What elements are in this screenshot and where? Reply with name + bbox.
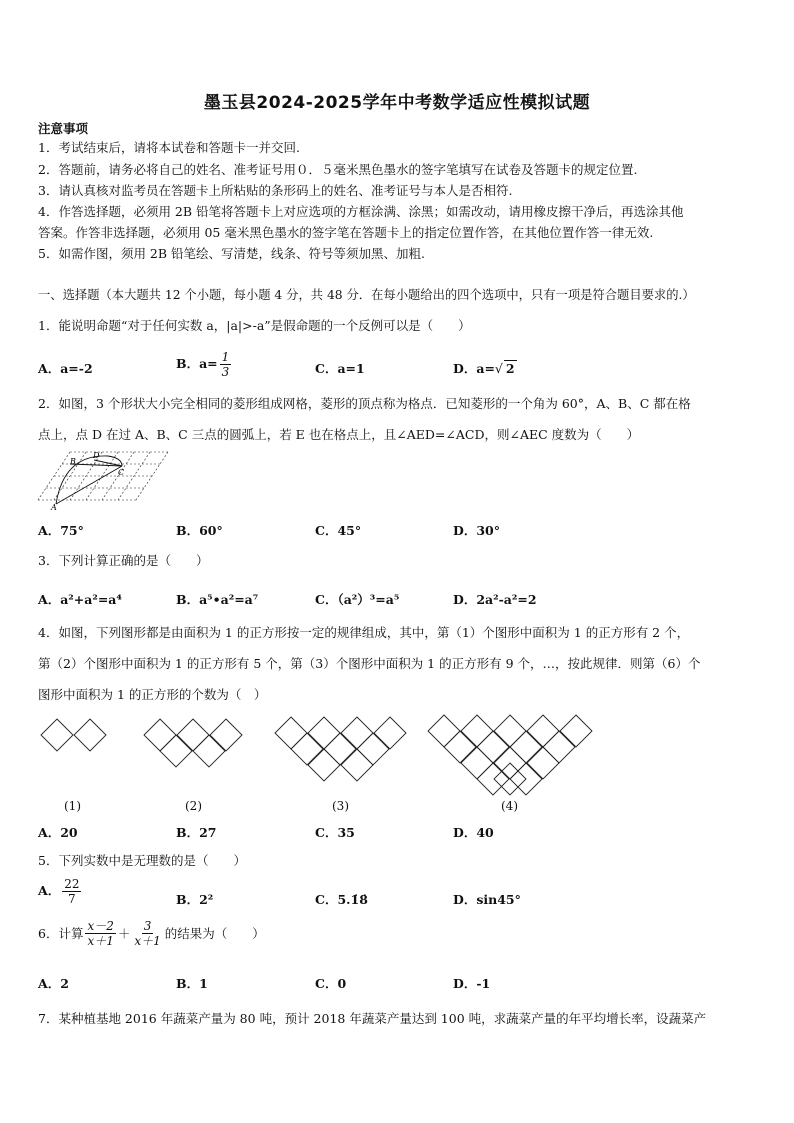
q5-option-b: B．2²	[176, 892, 214, 907]
rhombus-grid-figure	[36, 448, 176, 512]
q3-option-c: C．（a²）³=a⁵	[315, 592, 400, 607]
point-label-d: D	[93, 451, 100, 460]
q1-option-c: C．a=1	[315, 361, 365, 376]
q1-option-d: D．a=√ 2	[453, 361, 515, 376]
q4-option-d: D．40	[453, 825, 494, 840]
q2-option-c: C．45°	[315, 523, 362, 538]
q6-option-c: C．0	[315, 976, 347, 991]
point-label-c: C	[118, 468, 125, 477]
q3-option-a: A．a²+a²=a⁴	[38, 592, 122, 607]
question-4-stem: 图形中面积为 1 的正方形的个数为（ ）	[38, 687, 267, 702]
notice-item: 答案。作答非选择题，必须用 05 毫米黑色墨水的签字笔在答题卡上的指定位置作答，在其他位置作答一律无效.	[38, 225, 654, 240]
q2-option-a: A．75°	[38, 523, 84, 538]
q6-option-b: B．1	[176, 976, 208, 991]
figure-caption: (3)	[332, 799, 349, 813]
q1-option-b: B．a= $\frac{1}{3}$	[176, 350, 230, 379]
notice-item: 2．答题前，请务必将自己的姓名、准考证号用０．５毫米黑色墨水的签字笔填写在试卷及答题卡的规定位置.	[38, 162, 638, 177]
notice-item: 5．如需作图，须用 2B 铅笔绘、写清楚，线条、符号等须加黑、加粗.	[38, 246, 426, 261]
notice-item: 3．请认真核对监考员在答题卡上所粘贴的条形码上的姓名、准考证号与本人是否相符.	[38, 183, 513, 198]
q5-option-a: A． $\frac{22}{7}$	[38, 877, 80, 906]
q1-option-a: A．a=-2	[38, 361, 93, 376]
q2-option-b: B．60°	[176, 523, 223, 538]
q5-option-d: D．sin45°	[453, 892, 521, 907]
point-label-b: B	[70, 457, 76, 466]
square-pattern-figure-4	[427, 714, 595, 800]
q4-option-b: B．27	[176, 825, 217, 840]
notice-item: 1．考试结束后，请将本试卷和答题卡一并交回.	[38, 140, 300, 155]
square-pattern-figure-3	[274, 716, 410, 784]
q4-option-a: A．20	[38, 825, 78, 840]
point-label-a: A	[51, 503, 57, 512]
figure-caption: (2)	[185, 799, 202, 813]
question-3-stem: 3．下列计算正确的是（ ）	[38, 553, 209, 568]
square-pattern-figure-1	[40, 718, 110, 752]
question-1-stem: 1．能说明命题“对于任何实数 a，|a|>-a”是假命题的一个反例可以是（ ）	[38, 318, 471, 333]
question-2-stem: 2．如图，3 个形状大小完全相同的菱形组成网格，菱形的顶点称为格点．已知菱形的一个角为 60°，A、B、C 都在格	[38, 396, 691, 411]
figure-caption: (1)	[64, 799, 81, 813]
question-6-stem: 6．计算 $\frac{x-2}{x+1}$ ＋ $\frac{3}{x+1}$ 的结果为（ ）	[38, 919, 265, 948]
square-pattern-figure-2	[143, 718, 245, 770]
question-5-stem: 5．下列实数中是无理数的是（ ）	[38, 853, 246, 868]
question-7-stem: 7．某种植基地 2016 年蔬菜产量为 80 吨，预计 2018 年蔬菜产量达到 100 吨，求蔬菜产量的年平均增长率，设蔬菜产	[38, 1011, 707, 1026]
question-4-stem: 4．如图，下列图形都是由面积为 1 的正方形按一定的规律组成，其中，第（1）个图形中面积为 1 的正方形有 2 个，	[38, 625, 690, 640]
section-heading: 一、选择题（本大题共 12 个小题，每小题 4 分，共 48 分．在每小题给出的四个选项中，只有一项是符合题目要求的.）	[38, 288, 695, 302]
notice-heading: 注意事项	[38, 121, 89, 136]
q2-option-d: D．30°	[453, 523, 500, 538]
question-2-stem: 点上，点 D 在过 A、B、C 三点的圆弧上，若 E 也在格点上，且∠AED=∠ACD，则∠AEC 度数为（ ）	[38, 427, 640, 442]
q5-option-c: C．5.1̇8̇	[315, 892, 368, 907]
page-title: 墨玉县2024-2025学年中考数学适应性模拟试题	[203, 93, 591, 113]
q6-option-d: D．-1	[453, 976, 491, 991]
q3-option-b: B．a⁵•a²=a⁷	[176, 592, 259, 607]
question-4-stem: 第（2）个图形中面积为 1 的正方形有 5 个，第（3）个图形中面积为 1 的正方形有 9 个，…，按此规律．则第（6）个	[38, 656, 701, 671]
q3-option-d: D．2a²-a²=2	[453, 592, 537, 607]
q6-option-a: A．2	[38, 976, 69, 991]
notice-item: 4．作答选择题，必须用 2B 铅笔将答题卡上对应选项的方框涂满、涂黑；如需改动，请用橡皮擦干净后，再选涂其他	[38, 204, 684, 219]
q4-option-c: C．35	[315, 825, 355, 840]
figure-caption: (4)	[501, 799, 518, 813]
